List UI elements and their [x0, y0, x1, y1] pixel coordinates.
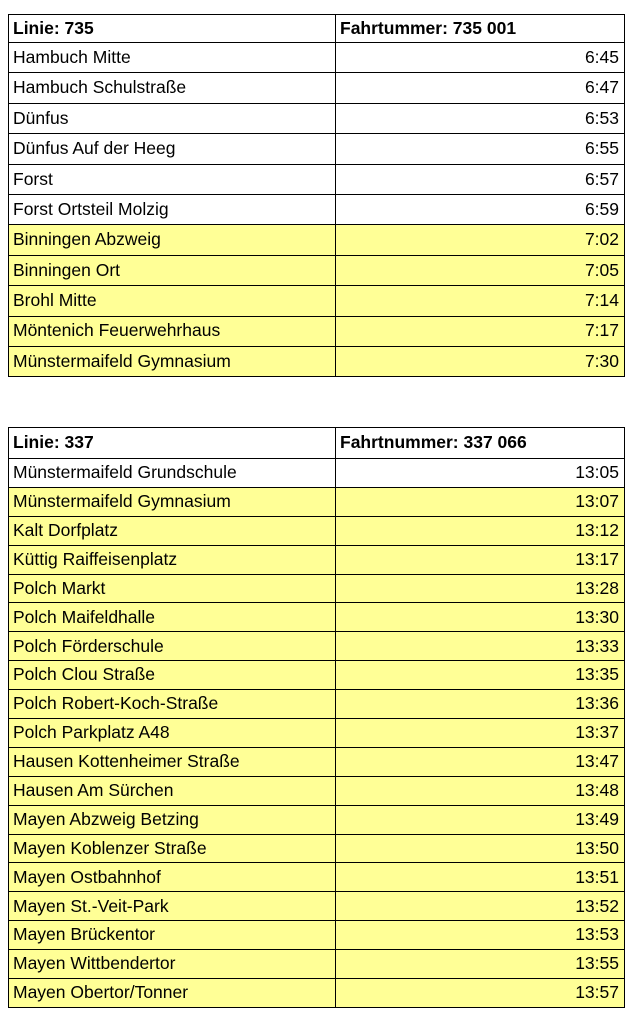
trip-number-label: Fahrtummer: 735 001: [336, 15, 625, 43]
table-row: [9, 73, 625, 103]
table-row: [9, 574, 625, 603]
departure-time: 13:49: [336, 805, 625, 834]
table-row: [9, 719, 625, 748]
stop-name: Binningen Abzweig: [9, 225, 336, 255]
table-row: [9, 255, 625, 285]
header-row: [9, 428, 625, 459]
departure-time: 13:05: [336, 459, 625, 488]
table-row: [9, 316, 625, 346]
stop-name: Küttig Raiffeisenplatz: [9, 545, 336, 574]
table-row: [9, 134, 625, 164]
stop-name: Forst: [9, 164, 336, 194]
stop-name: Möntenich Feuerwehrhaus: [9, 316, 336, 346]
stop-name: Binningen Ort: [9, 255, 336, 285]
line-label: Linie: 735: [9, 15, 336, 43]
table-row: [9, 545, 625, 574]
header-row: [9, 15, 625, 43]
stop-name: Hambuch Mitte: [9, 43, 336, 73]
stop-name: Forst Ortsteil Molzig: [9, 194, 336, 224]
table-row: [9, 603, 625, 632]
departure-time: 13:36: [336, 690, 625, 719]
timetable-body: [9, 15, 625, 377]
departure-time: 13:30: [336, 603, 625, 632]
departure-time: 13:37: [336, 719, 625, 748]
stop-name: Polch Robert-Koch-Straße: [9, 690, 336, 719]
departure-time: 13:52: [336, 892, 625, 921]
stop-name: Mayen Koblenzer Straße: [9, 834, 336, 863]
table-row: [9, 863, 625, 892]
departure-time: 7:17: [336, 316, 625, 346]
table-row: [9, 103, 625, 133]
departure-time: 13:48: [336, 776, 625, 805]
departure-time: 6:47: [336, 73, 625, 103]
table-row: [9, 225, 625, 255]
stop-name: Polch Förderschule: [9, 632, 336, 661]
departure-time: 13:35: [336, 661, 625, 690]
trip-number-label: Fahrtnummer: 337 066: [336, 428, 625, 459]
stop-name: Polch Markt: [9, 574, 336, 603]
table-row: [9, 921, 625, 950]
stop-name: Mayen St.-Veit-Park: [9, 892, 336, 921]
stop-name: Dünfus: [9, 103, 336, 133]
departure-time: 13:50: [336, 834, 625, 863]
departure-time: 6:53: [336, 103, 625, 133]
departure-time: 13:51: [336, 863, 625, 892]
table-row: [9, 747, 625, 776]
table-row: [9, 776, 625, 805]
line-label: Linie: 337: [9, 428, 336, 459]
stop-name: Hausen Am Sürchen: [9, 776, 336, 805]
stop-name: Dünfus Auf der Heeg: [9, 134, 336, 164]
table-row: [9, 690, 625, 719]
stop-name: Brohl Mitte: [9, 286, 336, 316]
table-row: [9, 632, 625, 661]
table-row: [9, 834, 625, 863]
departure-time: 13:17: [336, 545, 625, 574]
table-row: [9, 286, 625, 316]
departure-time: 6:57: [336, 164, 625, 194]
table-row: [9, 346, 625, 376]
table-row: [9, 979, 625, 1008]
departure-time: 13:07: [336, 487, 625, 516]
table-row: [9, 164, 625, 194]
departure-time: 13:57: [336, 979, 625, 1008]
table-row: [9, 459, 625, 488]
departure-time: 13:33: [336, 632, 625, 661]
stop-name: Polch Clou Straße: [9, 661, 336, 690]
departure-time: 7:30: [336, 346, 625, 376]
stop-name: Polch Maifeldhalle: [9, 603, 336, 632]
stop-name: Kalt Dorfplatz: [9, 516, 336, 545]
table-row: [9, 516, 625, 545]
table-row: [9, 950, 625, 979]
departure-time: 13:47: [336, 747, 625, 776]
stop-name: Mayen Abzweig Betzing: [9, 805, 336, 834]
stop-name: Mayen Ostbahnhof: [9, 863, 336, 892]
table-row: [9, 43, 625, 73]
stop-name: Münstermaifeld Grundschule: [9, 459, 336, 488]
stop-name: Hausen Kottenheimer Straße: [9, 747, 336, 776]
table-row: [9, 487, 625, 516]
departure-time: 6:45: [336, 43, 625, 73]
departure-time: 13:12: [336, 516, 625, 545]
table-row: [9, 805, 625, 834]
table-row: [9, 194, 625, 224]
stop-name: Polch Parkplatz A48: [9, 719, 336, 748]
table-row: [9, 661, 625, 690]
stop-name: Münstermaifeld Gymnasium: [9, 346, 336, 376]
timetable-line-735: [8, 14, 625, 377]
departure-time: 6:55: [336, 134, 625, 164]
stop-name: Mayen Brückentor: [9, 921, 336, 950]
departure-time: 13:28: [336, 574, 625, 603]
timetable-line-337: [8, 427, 625, 1008]
departure-time: 13:53: [336, 921, 625, 950]
timetable-body: [9, 428, 625, 1008]
stop-name: Münstermaifeld Gymnasium: [9, 487, 336, 516]
departure-time: 13:55: [336, 950, 625, 979]
departure-time: 7:02: [336, 225, 625, 255]
stop-name: Mayen Wittbendertor: [9, 950, 336, 979]
departure-time: 7:14: [336, 286, 625, 316]
departure-time: 6:59: [336, 194, 625, 224]
departure-time: 7:05: [336, 255, 625, 285]
stop-name: Mayen Obertor/Tonner: [9, 979, 336, 1008]
stop-name: Hambuch Schulstraße: [9, 73, 336, 103]
table-row: [9, 892, 625, 921]
